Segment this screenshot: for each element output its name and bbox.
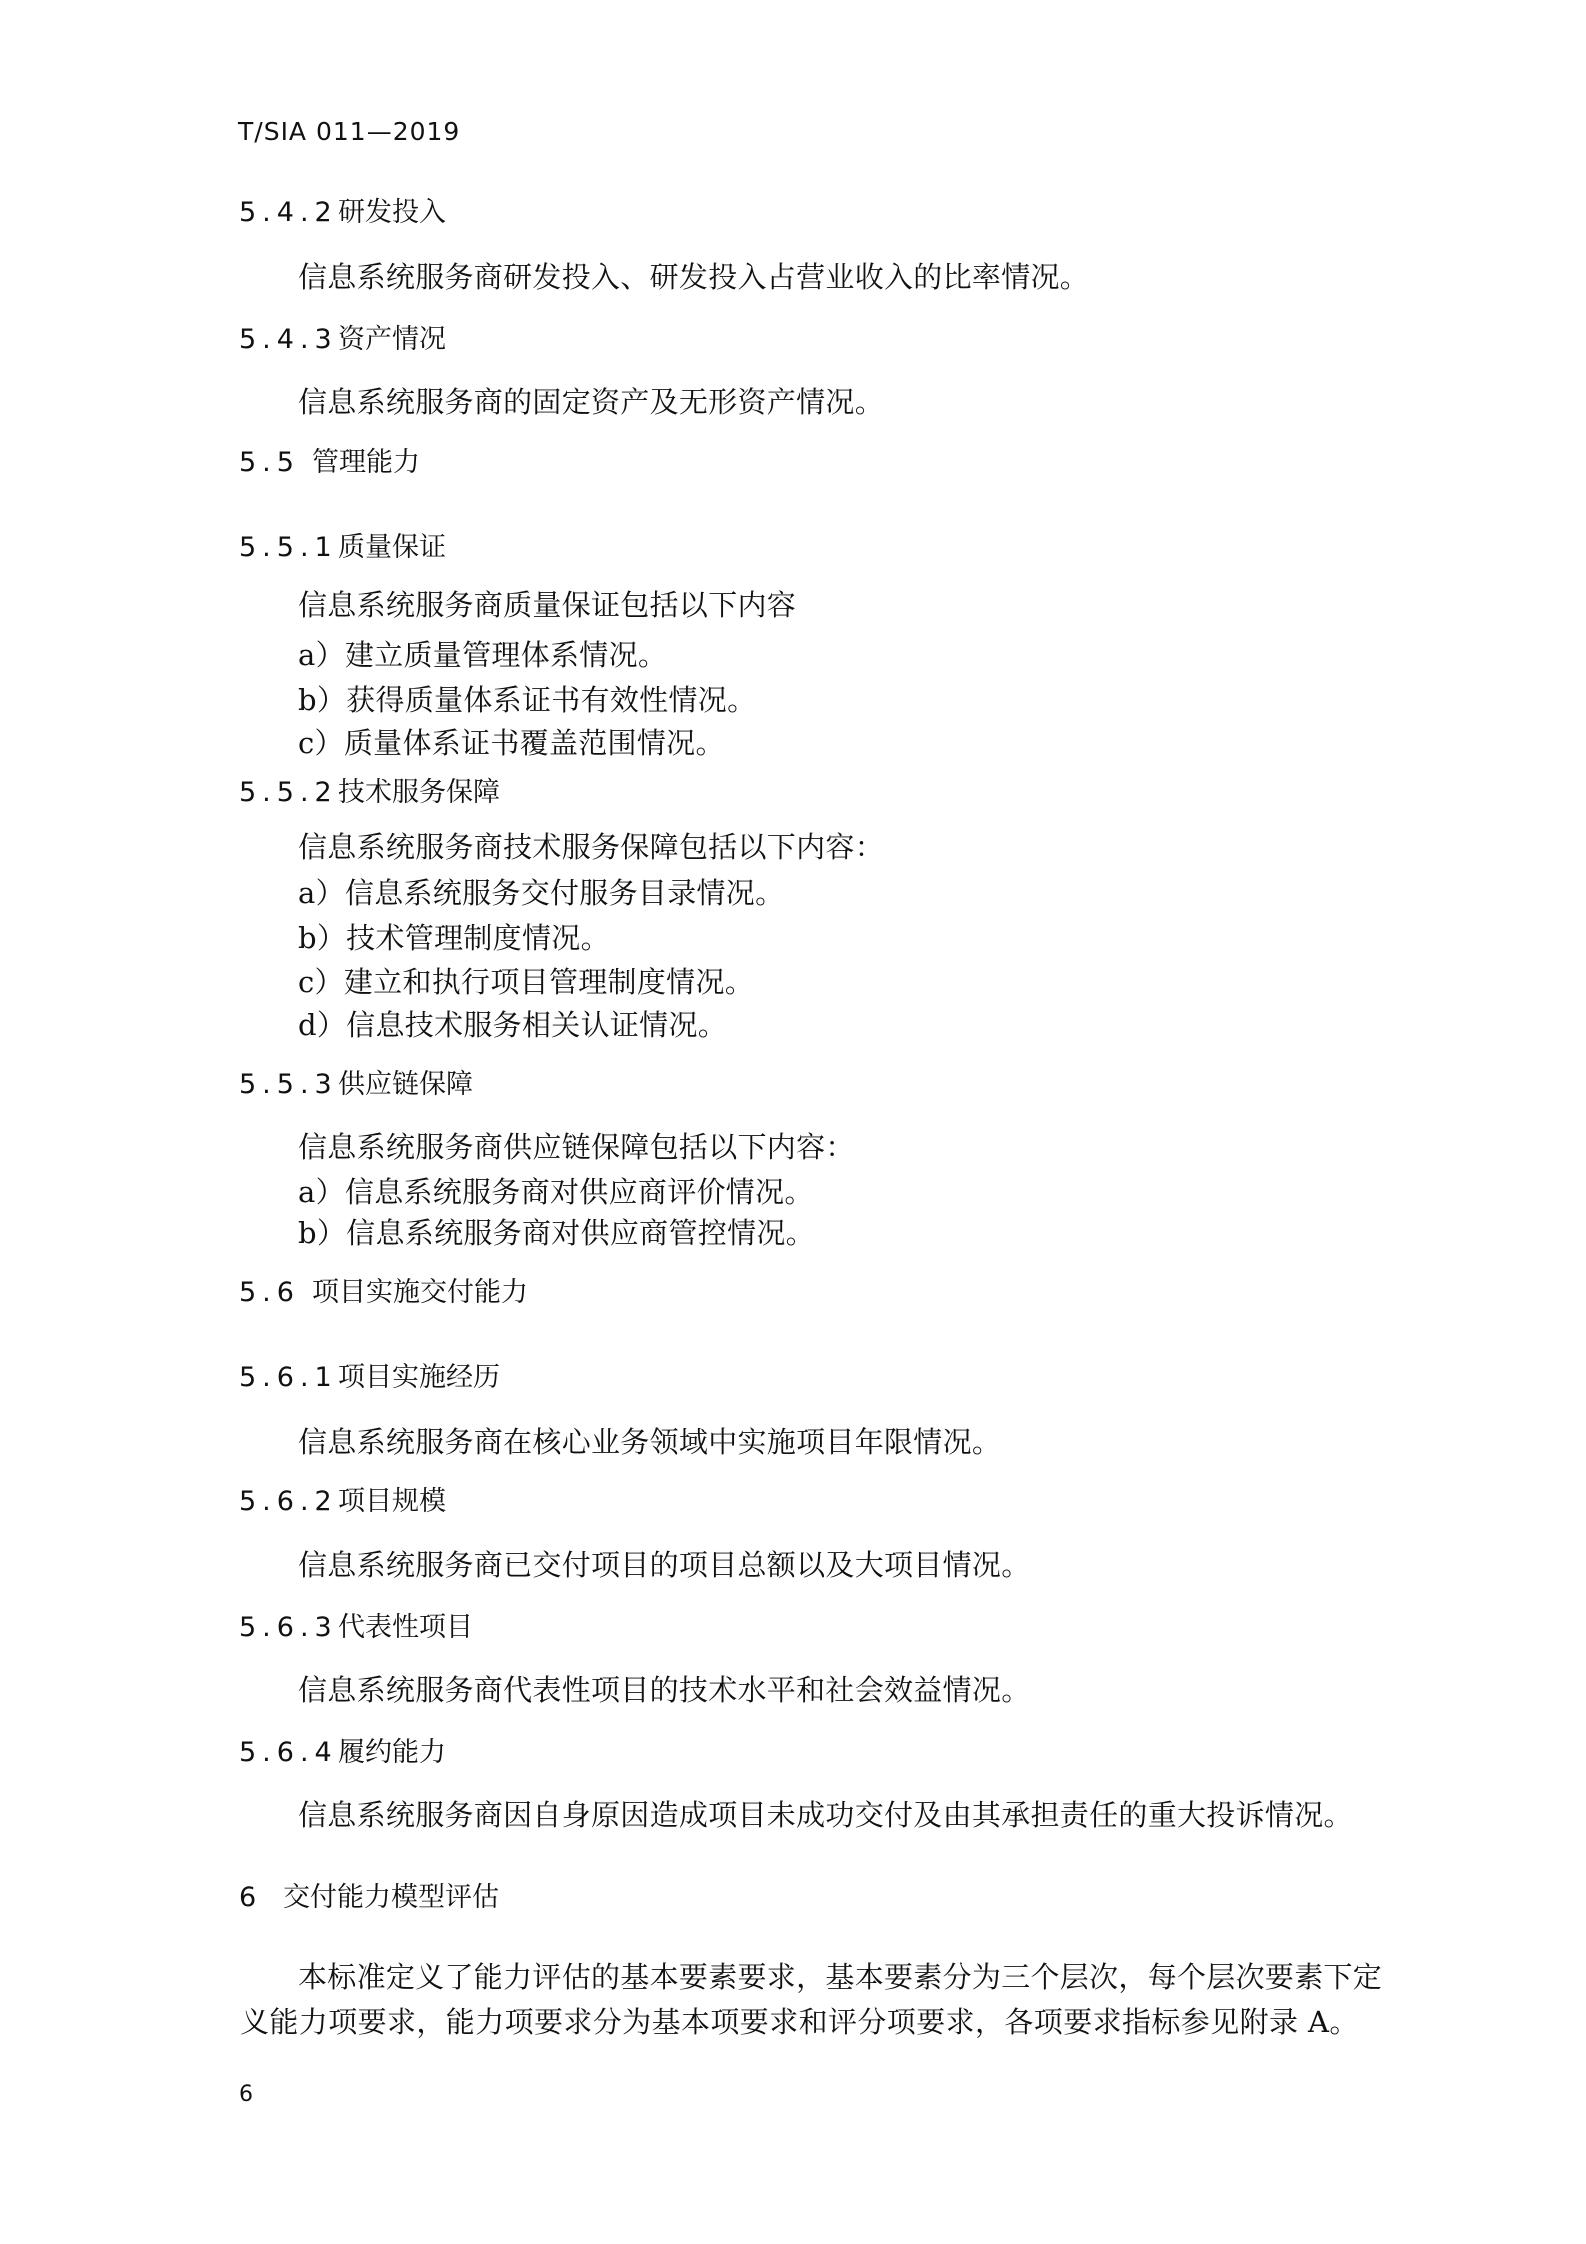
section-body-5-4-3: 信息系统服务商的固定资产及无形资产情况。	[298, 385, 885, 419]
section-number: 5.5.1	[239, 532, 338, 563]
paragraph-line-1: 本标准定义了能力评估的基本要素要求，基本要素分为三个层次，每个层次要素下定	[298, 1960, 1383, 1994]
section-title: 管理能力	[312, 447, 420, 478]
paragraph-line-2: 义能力项要求，能力项要求分为基本项要求和评分项要求，各项要求指标参见附录 A。	[240, 2005, 1359, 2039]
section-title: 质量保证	[338, 532, 446, 563]
section-intro-5-5-1: 信息系统服务商质量保证包括以下内容	[298, 588, 797, 622]
section-title: 项目实施交付能力	[312, 1277, 528, 1308]
section-heading-5-6-3	[239, 1608, 473, 1648]
list-item: d）信息技术服务相关认证情况。	[298, 1008, 728, 1042]
section-title: 交付能力模型评估	[283, 1882, 499, 1913]
section-title: 供应链保障	[338, 1069, 473, 1100]
standard-code-header: T/SIA 011—2019	[238, 117, 461, 146]
section-heading-5-5-2	[239, 773, 500, 813]
section-number: 5.6.3	[239, 1612, 338, 1643]
section-heading-5-6-2	[239, 1482, 446, 1522]
section-body-5-6-1: 信息系统服务商在核心业务领域中实施项目年限情况。	[298, 1425, 1002, 1459]
section-title: 代表性项目	[338, 1612, 473, 1643]
section-number: 5.6.4	[239, 1737, 338, 1768]
section-heading-5-5-3	[239, 1065, 473, 1105]
section-heading-5-6-1	[239, 1358, 500, 1398]
list-item: c）建立和执行项目管理制度情况。	[298, 965, 755, 999]
list-item: b）技术管理制度情况。	[298, 921, 610, 955]
section-title: 研发投入	[338, 197, 446, 228]
section-number: 5.4.3	[239, 324, 338, 355]
list-item: b）信息系统服务商对供应商管控情况。	[298, 1216, 815, 1250]
section-body-5-6-2: 信息系统服务商已交付项目的项目总额以及大项目情况。	[298, 1548, 1031, 1582]
section-title: 技术服务保障	[338, 777, 500, 808]
list-item: c）质量体系证书覆盖范围情况。	[298, 726, 725, 760]
list-item: a）信息系统服务商对供应商评价情况。	[298, 1175, 814, 1209]
list-item: b）获得质量体系证书有效性情况。	[298, 683, 757, 717]
section-title: 履约能力	[338, 1737, 446, 1768]
page-number: 6	[239, 2082, 253, 2107]
section-body-5-6-3: 信息系统服务商代表性项目的技术水平和社会效益情况。	[298, 1673, 1031, 1707]
section-number: 5.5	[239, 447, 300, 478]
section-intro-5-5-3: 信息系统服务商供应链保障包括以下内容：	[298, 1130, 855, 1164]
section-number: 5.6	[239, 1277, 300, 1308]
section-number: 6	[239, 1882, 263, 1913]
section-number: 5.6.1	[239, 1362, 338, 1393]
section-body-5-4-2: 信息系统服务商研发投入、研发投入占营业收入的比率情况。	[298, 260, 1090, 294]
section-heading-5-6	[239, 1273, 528, 1313]
section-heading-5-6-4	[239, 1733, 446, 1773]
section-number: 5.6.2	[239, 1486, 338, 1517]
list-item: a）信息系统服务交付服务目录情况。	[298, 876, 785, 910]
section-title: 资产情况	[338, 324, 446, 355]
section-heading-5-5-1	[239, 528, 446, 568]
section-heading-5-4-2	[239, 193, 446, 233]
section-intro-5-5-2: 信息系统服务商技术服务保障包括以下内容：	[298, 830, 885, 864]
section-heading-5-4-3	[239, 320, 446, 360]
section-heading-6	[239, 1878, 499, 1918]
section-number: 5.5.3	[239, 1069, 338, 1100]
section-heading-5-5	[239, 443, 420, 483]
section-number: 5.5.2	[239, 777, 338, 808]
list-item: a）建立质量管理体系情况。	[298, 638, 668, 672]
section-number: 5.4.2	[239, 197, 338, 228]
section-body-5-6-4: 信息系统服务商因自身原因造成项目未成功交付及由其承担责任的重大投诉情况。	[298, 1798, 1353, 1832]
section-title: 项目实施经历	[338, 1362, 500, 1393]
section-title: 项目规模	[338, 1486, 446, 1517]
